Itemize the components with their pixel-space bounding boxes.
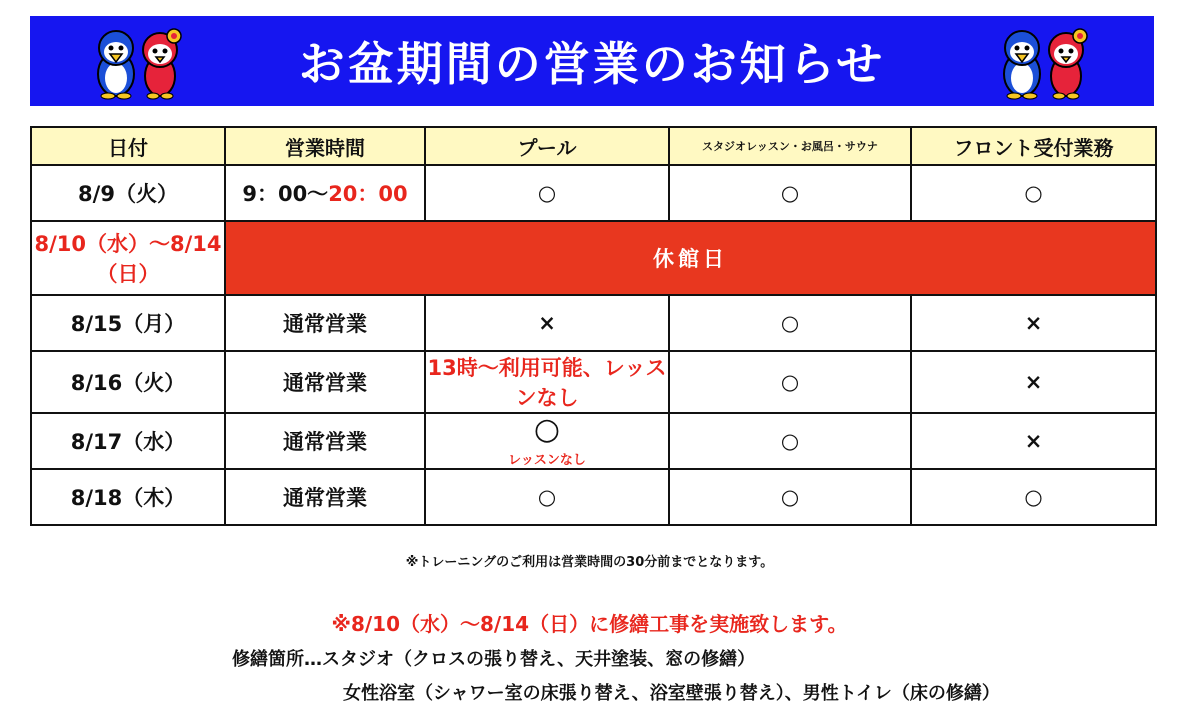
hours-cell: 通常営業	[225, 469, 425, 525]
repair-detail-line1: 修繕箇所…スタジオ（クロスの張り替え、天井塗装、窓の修繕）	[232, 649, 756, 670]
table-row	[31, 165, 1156, 221]
title-banner	[30, 16, 1154, 106]
pool-note: 13時〜利用可能、レッスンなし	[425, 351, 669, 413]
date-cell: 8/15（月）	[31, 295, 225, 351]
date-cell: 8/9（火）	[31, 165, 225, 221]
table-row	[31, 413, 1156, 469]
pool-cell: ○	[425, 165, 669, 221]
closed-label: 休館日	[225, 221, 1156, 295]
studio-cell: ○	[669, 165, 911, 221]
front-cell: ○	[911, 469, 1156, 525]
hours-end: 20：00	[328, 182, 408, 206]
pool-cell	[425, 413, 669, 469]
pool-mark: ○	[533, 411, 561, 447]
date-cell: 8/18（木）	[31, 469, 225, 525]
front-cell: ×	[911, 413, 1156, 469]
hours-start: 9：00〜	[242, 182, 329, 206]
mascot-icon	[88, 24, 188, 100]
date-cell: 8/17（水）	[31, 413, 225, 469]
table-row	[31, 469, 1156, 525]
studio-cell: ○	[669, 351, 911, 413]
page-title: お盆期間の営業のお知らせ	[298, 37, 886, 91]
pool-cell: ×	[425, 295, 669, 351]
header-studio: スタジオレッスン・お風呂・サウナ	[669, 127, 911, 165]
header-hours: 営業時間	[225, 127, 425, 165]
studio-cell: ○	[669, 295, 911, 351]
hours-cell: 通常営業	[225, 295, 425, 351]
studio-cell: ○	[669, 413, 911, 469]
repair-detail-line2: 女性浴室（シャワー室の床張り替え、浴室壁張り替え）、男性トイレ（床の修繕）	[343, 683, 1000, 704]
hours-cell: 通常営業	[225, 351, 425, 413]
date-cell: 8/16（火）	[31, 351, 225, 413]
front-cell: ○	[911, 165, 1156, 221]
mascot-icon	[994, 24, 1094, 100]
schedule-table	[30, 126, 1157, 526]
hours-cell	[225, 165, 425, 221]
front-cell: ×	[911, 295, 1156, 351]
front-cell: ×	[911, 351, 1156, 413]
hours-cell: 通常営業	[225, 413, 425, 469]
pool-note: レッスンなし	[508, 452, 586, 468]
table-header-row	[31, 127, 1156, 165]
training-footnote: ※トレーニングのご利用は営業時間の30分前までとなります。	[405, 555, 774, 570]
header-front: フロント受付業務	[911, 127, 1156, 165]
header-pool: プール	[425, 127, 669, 165]
header-date: 日付	[31, 127, 225, 165]
table-row	[31, 351, 1156, 413]
table-row-closed	[31, 221, 1156, 295]
pool-cell: ○	[425, 469, 669, 525]
repair-notice: ※8/10（水）〜8/14（日）に修繕工事を実施致します。	[331, 612, 848, 636]
date-cell: 8/10（水）〜8/14（日）	[31, 221, 225, 295]
studio-cell: ○	[669, 469, 911, 525]
table-row	[31, 295, 1156, 351]
